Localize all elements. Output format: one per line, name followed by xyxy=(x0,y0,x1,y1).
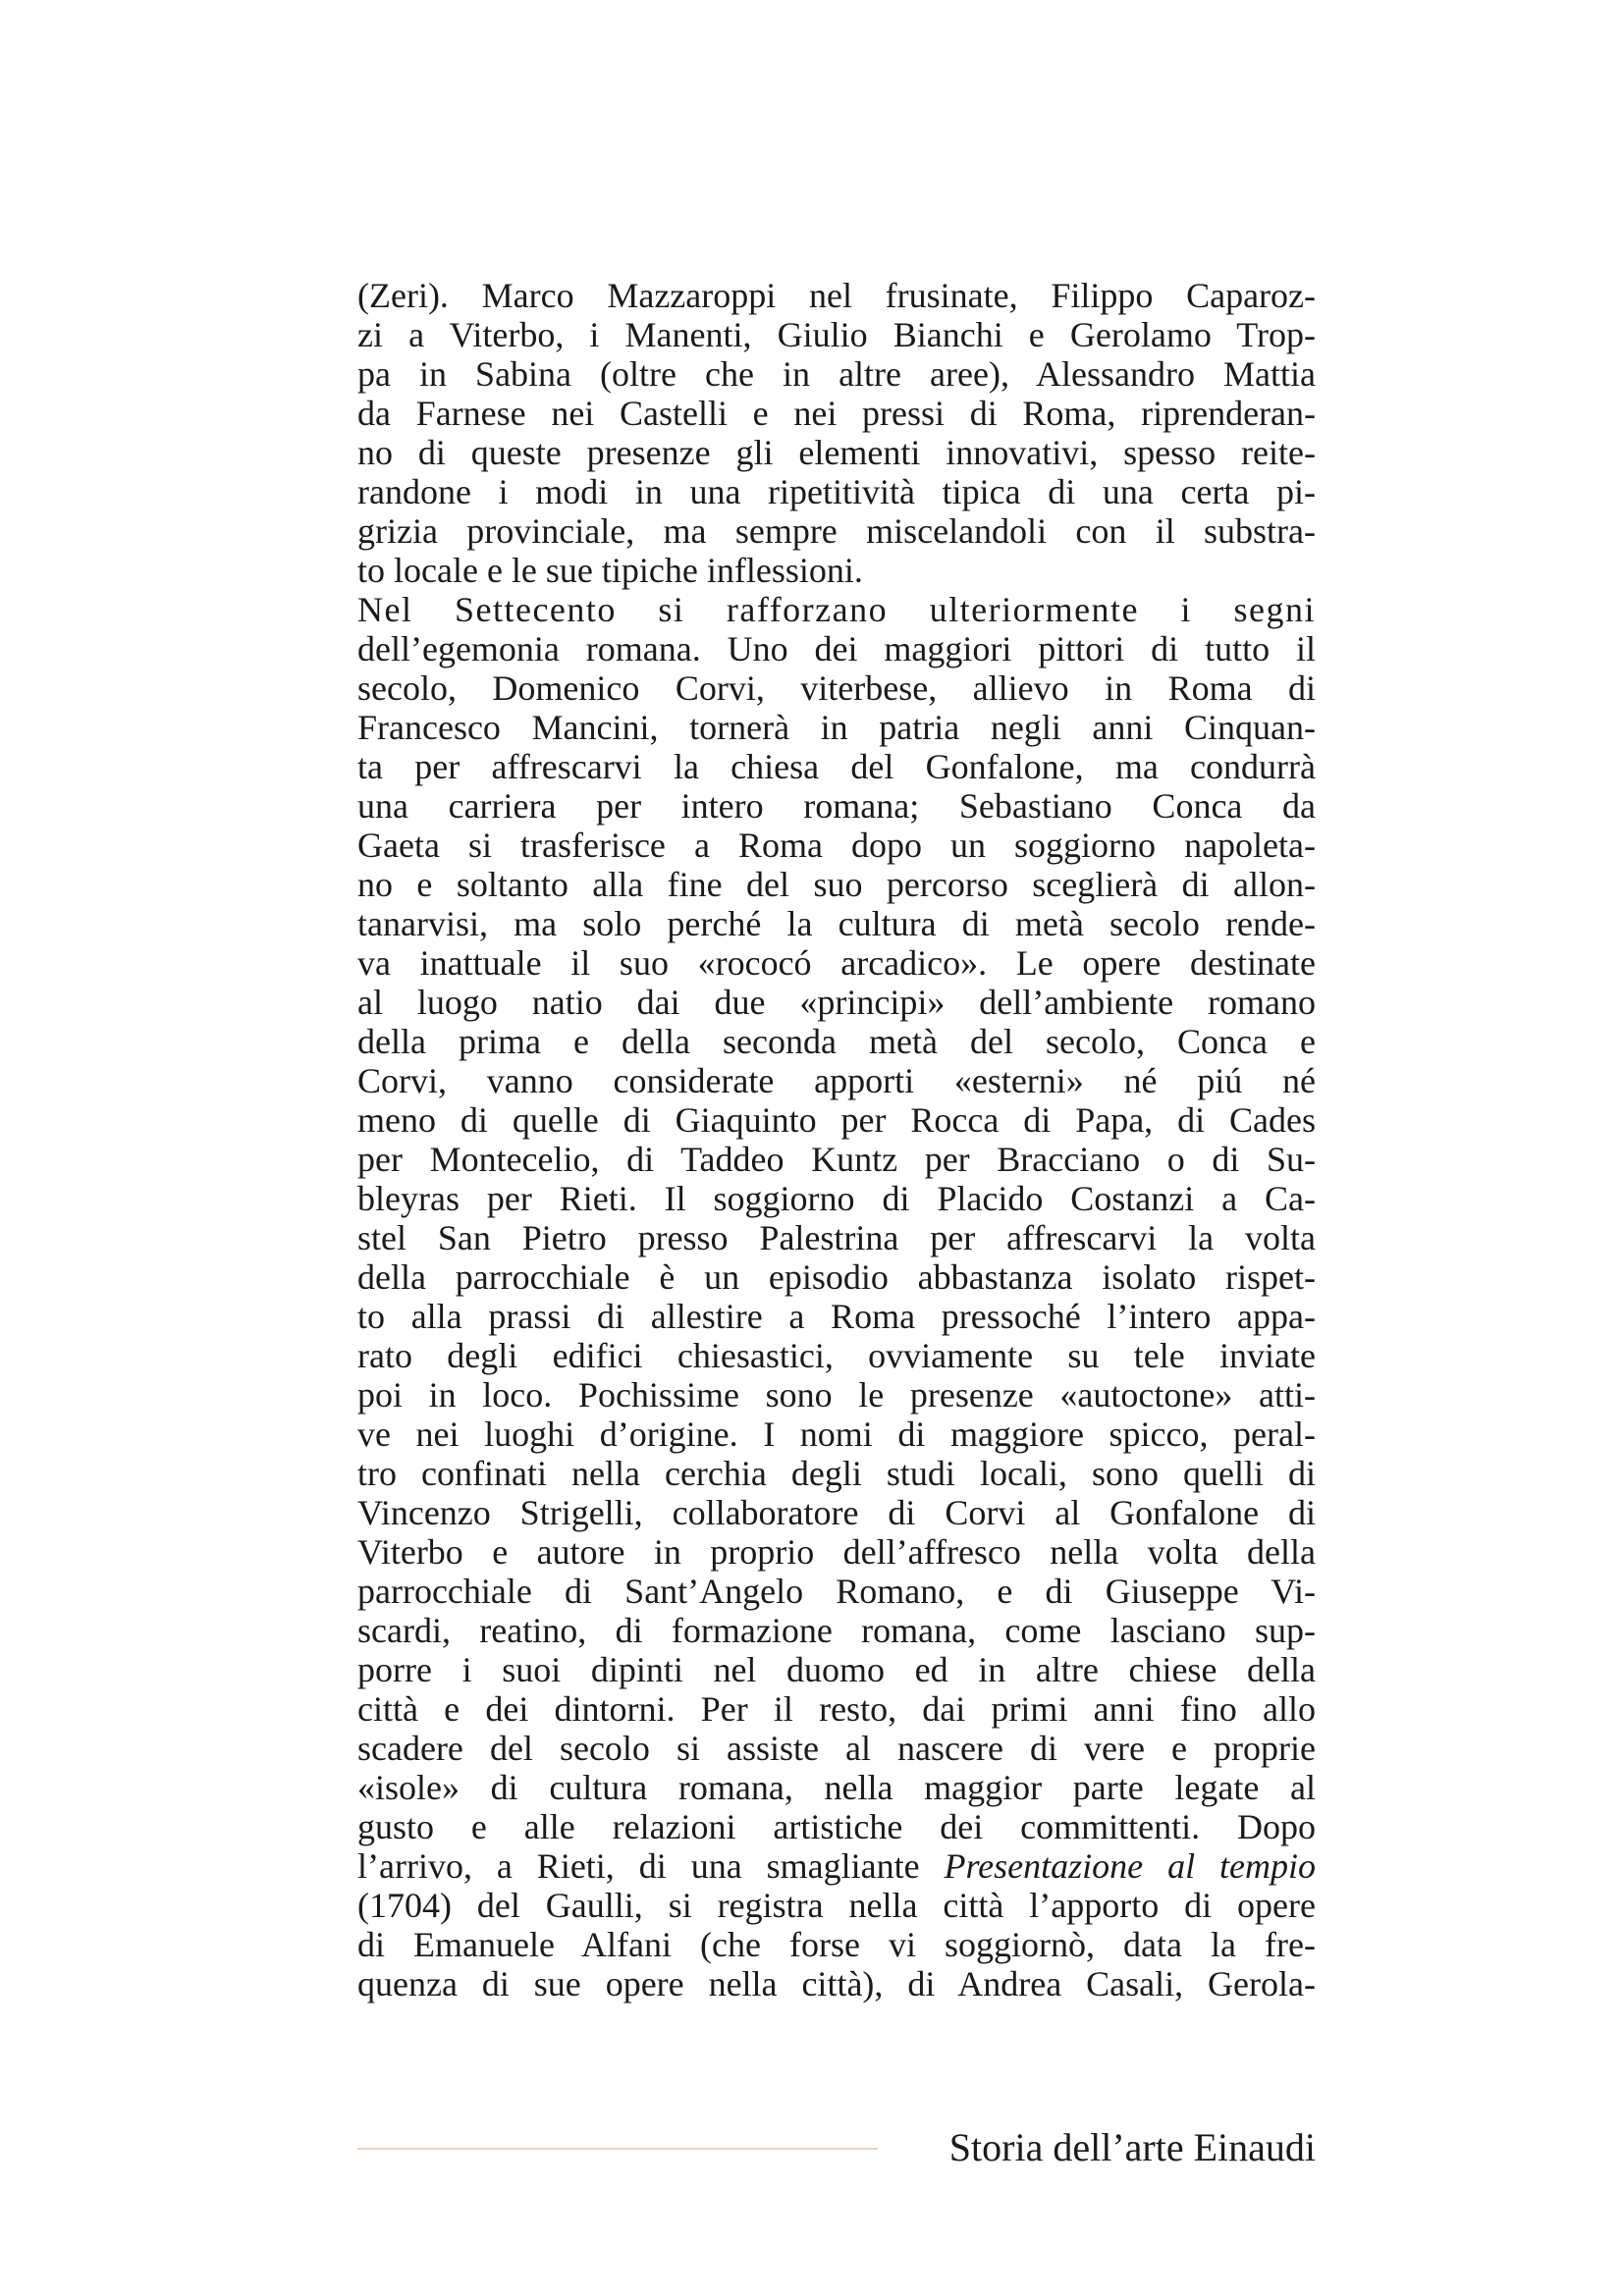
text-line: dell’egemonia romana. Uno dei maggiori pittori di tutto il xyxy=(357,629,1316,668)
text-line: (Zeri). Marco Mazzaroppi nel frusinate, Filippo Caparoz- xyxy=(357,276,1316,315)
text-line: poi in loco. Pochissime sono le presenze «autoctone» atti- xyxy=(357,1375,1316,1415)
text-line: meno di quelle di Giaquinto per Rocca di Papa, di Cades xyxy=(357,1100,1316,1140)
text-line-with-title xyxy=(357,1846,1316,1886)
footer-title: Storia dell’arte Einaudi xyxy=(948,2125,1316,2169)
text-line: no di queste presenze gli elementi innovativi, spesso reite- xyxy=(357,433,1316,472)
text-line: no e soltanto alla fine del suo percorso sceglierà di allon- xyxy=(357,865,1316,904)
text-line: della prima e della seconda metà del secolo, Conca e xyxy=(357,1022,1316,1061)
text-line: ve nei luoghi d’origine. I nomi di maggiore spicco, peral- xyxy=(357,1415,1316,1454)
text-line: tro confinati nella cerchia degli studi locali, sono quelli di xyxy=(357,1454,1316,1493)
text-line: città e dei dintorni. Per il resto, dai primi anni fino allo xyxy=(357,1689,1316,1729)
text-line: della parrocchiale è un episodio abbastanza isolato rispet- xyxy=(357,1257,1316,1297)
paragraph-end-line: to locale e le sue tipiche inflessioni. xyxy=(357,551,863,590)
text-line: va inattuale il suo «rococó arcadico». Le opere destinate xyxy=(357,943,1316,983)
text-line: «isole» di cultura romana, nella maggior parte legate al xyxy=(357,1768,1316,1807)
artwork-title: Presentazione al tempio xyxy=(944,1846,1317,1886)
text-line: gusto e alle relazioni artistiche dei committenti. Dopo xyxy=(357,1807,1316,1846)
text-line: pa in Sabina (oltre che in altre aree), Alessandro Mattia xyxy=(357,354,1316,394)
text-line: (1704) del Gaulli, si registra nella città l’apporto di opere xyxy=(357,1886,1316,1925)
line-prefix: l’arrivo, a Rieti, di una smagliante xyxy=(357,1846,945,1886)
text-line: al luogo natio dai due «principi» dell’ambiente romano xyxy=(357,983,1316,1022)
text-line: randone i modi in una ripetitività tipica di una certa pi- xyxy=(357,472,1316,511)
text-line: Corvi, vanno considerate apporti «esterni» né piú né xyxy=(357,1061,1316,1100)
text-line: tanarvisi, ma solo perché la cultura di metà secolo rende- xyxy=(357,904,1316,943)
footer-rule xyxy=(357,2148,878,2150)
text-line: ta per affrescarvi la chiesa del Gonfalone, ma condurrà xyxy=(357,747,1316,786)
body-text xyxy=(357,276,1316,2003)
text-line: bleyras per Rieti. Il soggiorno di Placido Costanzi a Ca- xyxy=(357,1179,1316,1218)
text-line: rato degli edifici chiesastici, ovviamente su tele inviate xyxy=(357,1336,1316,1375)
text-line: porre i suoi dipinti nel duomo ed in altre chiese della xyxy=(357,1650,1316,1689)
page-footer xyxy=(357,2118,1316,2177)
text-line: Gaeta si trasferisce a Roma dopo un soggiorno napoleta- xyxy=(357,826,1316,865)
text-line: scadere del secolo si assiste al nascere di vere e proprie xyxy=(357,1729,1316,1768)
text-line: scardi, reatino, di formazione romana, come lasciano sup- xyxy=(357,1611,1316,1650)
text-line: grizia provinciale, ma sempre miscelandoli con il substra- xyxy=(357,511,1316,551)
text-line: per Montecelio, di Taddeo Kuntz per Bracciano o di Su- xyxy=(357,1140,1316,1179)
text-line: Francesco Mancini, tornerà in patria negli anni Cinquan- xyxy=(357,708,1316,747)
text-line: Viterbo e autore in proprio dell’affresco nella volta della xyxy=(357,1532,1316,1572)
text-line: una carriera per intero romana; Sebastiano Conca da xyxy=(357,786,1316,826)
text-line: to alla prassi di allestire a Roma pressoché l’intero appa- xyxy=(357,1297,1316,1336)
paragraph-start-line: Nel Settecento si rafforzano ulteriormente i segni xyxy=(357,590,1316,629)
text-line: di Emanuele Alfani (che forse vi soggiornò, data la fre- xyxy=(357,1925,1316,1964)
text-line: Vincenzo Strigelli, collaboratore di Corvi al Gonfalone di xyxy=(357,1493,1316,1532)
text-line: secolo, Domenico Corvi, viterbese, allievo in Roma di xyxy=(357,668,1316,708)
text-line: parrocchiale di Sant’Angelo Romano, e di Giuseppe Vi- xyxy=(357,1572,1316,1611)
text-line: zi a Viterbo, i Manenti, Giulio Bianchi e Gerolamo Trop- xyxy=(357,315,1316,354)
text-line: stel San Pietro presso Palestrina per affrescarvi la volta xyxy=(357,1218,1316,1257)
text-line: quenza di sue opere nella città), di Andrea Casali, Gerola- xyxy=(357,1964,1316,2003)
text-line: da Farnese nei Castelli e nei pressi di Roma, riprenderan- xyxy=(357,394,1316,433)
